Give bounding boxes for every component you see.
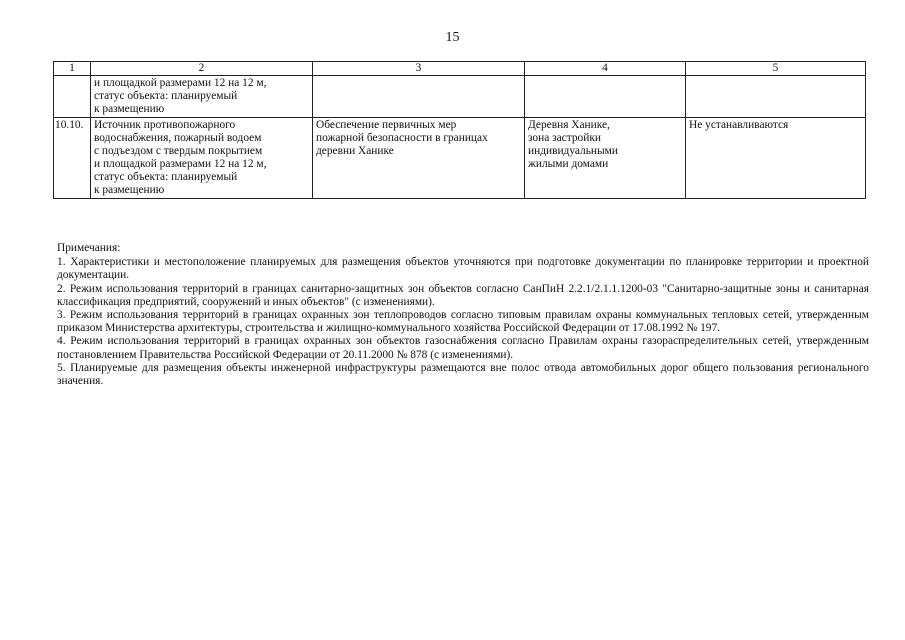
notes-title: Примечания: (57, 242, 121, 254)
object-location: Деревня Ханике, зона застройки индивидуальными жилыми домами (525, 118, 686, 199)
column-header-4: 4 (525, 62, 686, 76)
table-header-row (54, 62, 866, 76)
column-header-3: 3 (313, 62, 525, 76)
column-header-5: 5 (686, 62, 866, 76)
note-item: 4. Режим использования территорий в границах охранных зон объектов газоснабжения согласно Правилам охраны газораспределительных сетей, утвержденным постановлением Правительства Российской Федерации от 20.11.2000 № 878 (с изменениями). (57, 335, 869, 361)
object-name: и площадкой размерами 12 на 12 м, статус объекта: планируемый к размещению (91, 76, 313, 118)
objects-table (53, 61, 866, 199)
page-number: 15 (445, 30, 460, 45)
note-item: 2. Режим использования территорий в границах санитарно-защитных зон объектов согласно СанПиН 2.2.1/2.1.1.1200-03 "Санитарно-защитные зоны и санитарная классификация предприятий, сооружений и иных объектов" (с изменениями). (57, 282, 869, 308)
table-row (54, 118, 866, 199)
notes-section (57, 242, 869, 388)
column-header-2: 2 (91, 62, 313, 76)
note-item: 1. Характеристики и местоположение планируемых для размещения объектов уточняются при подготовке документации по планировке территории и проектной документации. (57, 256, 869, 282)
object-purpose (313, 76, 525, 118)
note-item: 3. Режим использования территорий в границах охранных зон теплопроводов согласно типовым правилам охраны коммунальных тепловых сетей, утвержденным приказом Министерства архитектуры, строительства и жилищно-коммунального хозяйства Российской Федерации от 17.08.1992 № 197. (57, 309, 869, 335)
object-location (525, 76, 686, 118)
object-purpose: Обеспечение первичных мер пожарной безопасности в границах деревни Ханике (313, 118, 525, 199)
column-header-1: 1 (54, 62, 91, 76)
object-zones: Не устанавливаются (686, 118, 866, 199)
note-item: 5. Планируемые для размещения объекты инженерной инфраструктуры размещаются вне полос отвода автомобильных дорог общего пользования регионального значения. (57, 361, 869, 388)
object-name: Источник противопожарного водоснабжения, пожарный водоем с подъездом с твердым покрытием и площадкой размерами 12 на 12 м, статус объекта: планируемый к размещению (91, 118, 313, 199)
row-number: 10.10. (54, 118, 91, 199)
row-number (54, 76, 91, 118)
table-row (54, 76, 866, 118)
object-zones (686, 76, 866, 118)
